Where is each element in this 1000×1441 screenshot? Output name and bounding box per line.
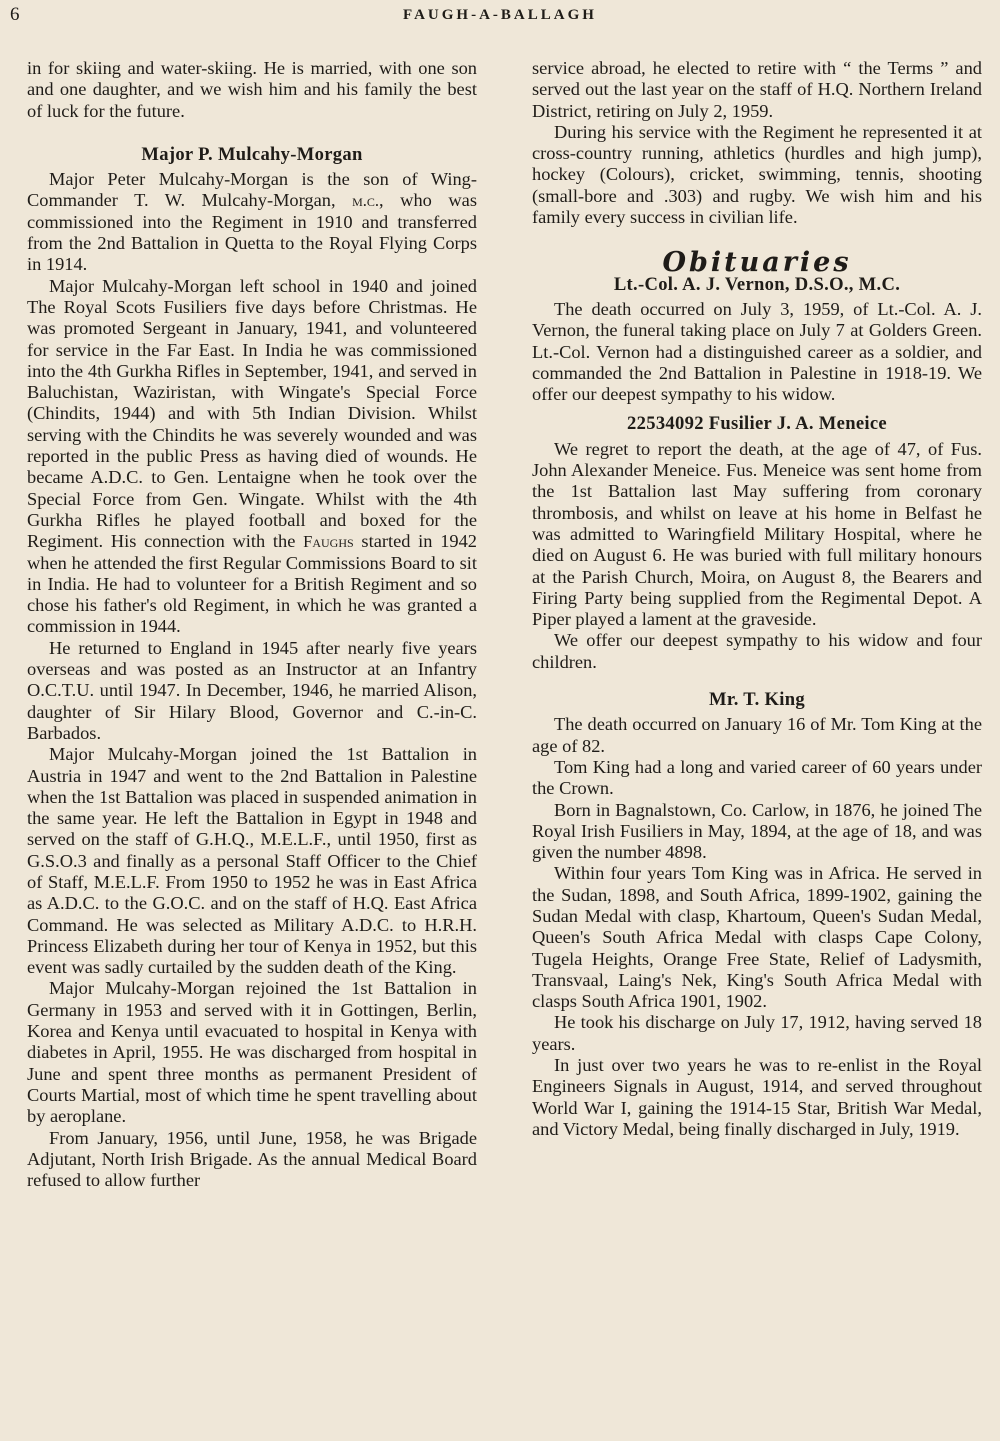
paragraph: In just over two years he was to re-enlist in the Royal Engineers Signals in August, 1914, and served throughout World War I, gaining the 1914-15 Star, British War Medal, and Victory Medal, being finally discharged in July, 1919. <box>532 1055 982 1139</box>
obituaries-heading: Obituaries <box>662 247 852 279</box>
obituary-heading: Lt.-Col. A. J. Vernon, D.S.O., M.C. <box>613 273 901 295</box>
text-run: Major Peter Mulcahy-Morgan is the son of Wing-Commander T. W. Mulcahy-Morgan, <box>27 169 477 211</box>
paragraph: Major Mulcahy-Morgan rejoined the 1st Battalion in Germany in 1953 and served with it in Gottingen, Berlin, Korea and Kenya until evacuated to hospital in Kenya with diabetes in April, 1955. He was discharged from hospital in June and spent three months as permanent President of Courts Martial, most of which time he spent travelling about by aeroplane. <box>27 978 477 1127</box>
obituary-heading: Mr. T. King <box>709 689 805 711</box>
paragraph: Born in Bagnalstown, Co. Carlow, in 1876, he joined The Royal Irish Fusiliers in May, 1894, at the age of 18, and was given the number 4898. <box>532 799 982 863</box>
obituary-heading: 22534092 Fusilier J. A. Meneice <box>627 413 887 435</box>
paragraph: From January, 1956, until June, 1958, he was Brigade Adjutant, North Irish Brigade. As the annual Medical Board refused to allow further <box>27 1127 477 1191</box>
paragraph: Within four years Tom King was in Africa. He served in the Sudan, 1898, and South Africa, 1899-1902, gaining the Sudan Medal with clasp, Khartoum, Queen's Sudan Medal, Queen's South Africa Medal with clasps Cape Colony, Tugela Heights, Orange Free State, Relief of Ladysmith, Transvaal, Laing's Nek, King's South Africa Medal with clasps South Africa 1901, 1902. <box>532 863 982 1012</box>
paragraph <box>27 169 477 275</box>
paragraph: service abroad, he elected to retire with “ the Terms ” and served out the last year on the staff of H.Q. Northern Ireland District, retiring on July 2, 1959. <box>532 58 982 121</box>
text-run: started in 1942 when he attended the first Regular Commissions Board to sit in India. He had to volunteer for a British Regiment and so chose his father's old Regiment, in which he was granted a commission in 1944. <box>27 531 477 637</box>
paragraph: The death occurred on January 16 of Mr. Tom King at the age of 82. <box>532 714 982 756</box>
section-heading: Major P. Mulcahy-Morgan <box>141 143 363 165</box>
page-number: 6 <box>10 4 20 25</box>
text-run: Major Mulcahy-Morgan left school in 1940 and joined The Royal Scots Fusiliers five days before Christmas. He was promoted Sergeant in January, 1941, and volunteered for service in the Far East. In India he was commissioned into the 4th Gurkha Rifles in September, 1941, and served in Baluchistan, Waziristan, with Wingate's Special Force (Chindits, 1944) and with 5th Indian Division. Whilst serving with the Chindits he was severely wounded and was reported in the public Press as having died of wounds. He became A.D.C. to Gen. Lentaigne when he took over the Special Force from Gen. Wingate. Whilst with the 4th Gurkha Rifles he played football and boxed for the Regiment. His connection with the <box>27 275 477 552</box>
paragraph: He took his discharge on July 17, 1912, having served 18 years. <box>532 1012 982 1054</box>
running-head: FAUGH-A-BALLAGH <box>403 7 597 23</box>
paragraph: Major Mulcahy-Morgan joined the 1st Battalion in Austria in 1947 and went to the 2nd Battalion in Palestine when the 1st Battalion was placed in suspended animation in the same year. He left the Battalion in Egypt in 1948 and served on the staff of G.H.Q., M.E.L.F., until 1950, first as G.S.O.3 and finally as a personal Staff Officer to the Chief of Staff, M.E.L.F. From 1950 to 1952 he was in East Africa as A.D.C. to the G.O.C. and on the staff of H.Q. East Africa Command. He was selected as Military A.D.C. to H.R.H. Princess Elizabeth during her tour of Kenya in 1952, but this event was sadly curtailed by the sudden death of the King. <box>27 744 477 978</box>
left-column <box>27 58 477 1191</box>
paragraph: During his service with the Regiment he represented it at cross-country running, athletics (hurdles and high jump), hockey (Colours), cricket, swimming, tennis, shooting (small-bore and .303) and rugby. We wish him and his family every success in civilian life. <box>532 121 982 228</box>
paragraph: in for skiing and water-skiing. He is married, with one son and one daughter, and we wish him and his family the best of luck for the future. <box>27 58 477 121</box>
paragraph: We offer our deepest sympathy to his widow and four children. <box>532 630 982 672</box>
paragraph: We regret to report the death, at the age of 47, of Fus. John Alexander Meneice. Fus. Meneice was sent home from the 1st Battalion last May suffering from coronary thrombosis, and whilst on leave at his home in Belfast he was admitted to Waringfield Military Hospital, where he died on August 6. He was buried with full military honours at the Parish Church, Moira, on August 8, the Bearers and Firing Party being supplied from the Regimental Depot. A Piper played a lament at the graveside. <box>532 438 982 630</box>
abbreviation: m.c. <box>352 191 380 211</box>
right-column <box>532 58 982 1140</box>
regiment-name: Faughs <box>303 532 354 552</box>
paragraph: The death occurred on July 3, 1959, of Lt.-Col. A. J. Vernon, the funeral taking place on July 7 at Golders Green. Lt.-Col. Vernon had a distinguished career as a soldier, and commanded the 2nd Battalion in Palestine in 1918-19. We offer our deepest sympathy to his widow. <box>532 298 982 405</box>
paragraph: He returned to England in 1945 after nearly five years overseas and was posted as an Instructor at an Infantry O.C.T.U. until 1947. In December, 1946, he married Alison, daughter of Sir Hilary Blood, Governor and C.-in-C. Barbados. <box>27 637 477 743</box>
paragraph <box>27 276 477 638</box>
paragraph: Tom King had a long and varied career of 60 years under the Crown. <box>532 756 982 799</box>
text-run: , who was commissioned into the Regiment in 1910 and transferred from the 2nd Battalion in Quetta to the Royal Flying Corps in 1914. <box>27 190 477 275</box>
